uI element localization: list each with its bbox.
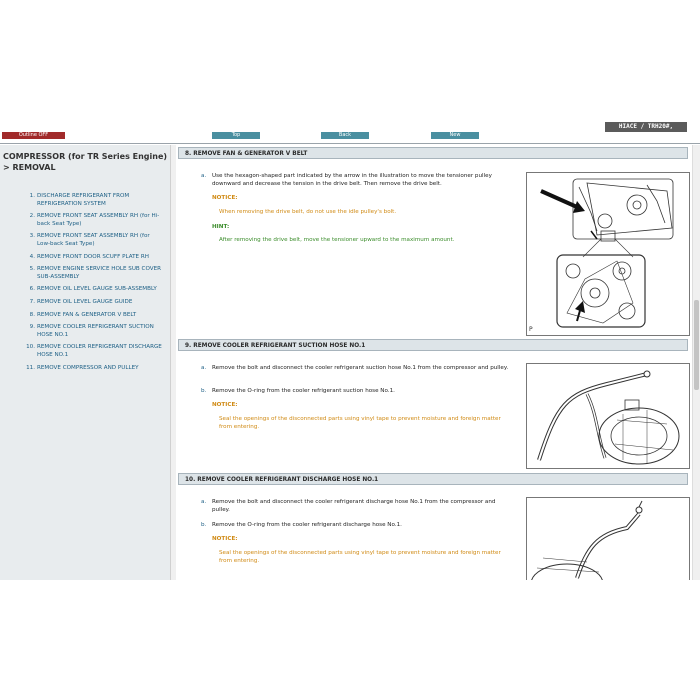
sidebar-item-number: 5. — [29, 266, 35, 273]
section-10-notice-label: NOTICE: — [212, 536, 238, 542]
sidebar-item-number: 8. — [29, 311, 35, 318]
sidebar-item-front-seat-low-back[interactable] — [0, 233, 170, 248]
step-text: Remove the bolt and disconnect the cooler refrigerant suction hose No.1 from the compressor and pulley. — [212, 365, 509, 371]
toolbar-divider — [0, 143, 700, 144]
sidebar-item-number: 6. — [29, 286, 35, 293]
back-button[interactable]: Back — [321, 132, 369, 139]
sidebar-item-number: 9. — [29, 324, 35, 331]
sidebar-item-oil-level-gauge[interactable] — [0, 286, 170, 294]
sidebar-item-label: REMOVE COMPRESSOR AND PULLEY — [37, 364, 139, 371]
sidebar-item-label: REMOVE FAN & GENERATOR V BELT — [37, 311, 137, 318]
content-scrollbar-thumb[interactable] — [694, 300, 699, 390]
step-label: b. — [201, 522, 207, 528]
sidebar-item-label: REMOVE OIL LEVEL GAUGE SUB-ASSEMBLY — [37, 286, 157, 293]
section-9-header: 9. REMOVE COOLER REFRIGERANT SUCTION HOSE NO.1 — [178, 339, 688, 351]
engine-belt-drawing — [527, 173, 689, 335]
step-label: a. — [201, 365, 207, 371]
sidebar-item-door-scuff-plate[interactable] — [0, 254, 170, 262]
section-10-step-a — [201, 499, 512, 514]
step-text: Remove the O-ring from the cooler refrigerant discharge hose No.1. — [212, 522, 402, 528]
illustration-tag: P — [529, 326, 533, 333]
toolbar — [0, 121, 700, 143]
main-content — [176, 145, 692, 580]
section-9-notice-text: Seal the openings of the disconnected parts using vinyl tape to prevent moisture and foreign matter from entering. — [219, 416, 501, 430]
section-10-notice-text: Seal the openings of the disconnected parts using vinyl tape to prevent moisture and foreign matter from entering. — [219, 550, 501, 564]
sidebar-item-number: 2. — [29, 213, 35, 220]
sidebar-item-label: REMOVE COOLER REFRIGERANT DISCHARGE HOSE NO.1 — [37, 344, 162, 358]
section-8-notice-text: When removing the drive belt, do not use the idle pulley's bolt. — [219, 209, 397, 215]
section-9-notice-label: NOTICE: — [212, 402, 238, 408]
outline-off-button[interactable]: Outline OFF — [2, 132, 65, 139]
sidebar — [0, 145, 171, 580]
sidebar-item-oil-level-gauge-guide[interactable] — [0, 299, 170, 307]
sidebar-item-suction-hose[interactable] — [0, 324, 170, 339]
step-label: a. — [201, 499, 207, 505]
section-8-hint-label: HINT: — [212, 224, 230, 230]
section-10-step-b — [201, 522, 512, 530]
step-text: Use the hexagon-shaped part indicated by the arrow in the illustration to move the tensioner pulley downward and decrease the tension in the drive belt. Then remove the drive belt. — [212, 173, 492, 187]
step-text: Remove the bolt and disconnect the cooler refrigerant discharge hose No.1 from the compressor and pulley. — [212, 499, 496, 513]
sidebar-item-number: 4. — [29, 253, 35, 260]
section-8-hint-text: After removing the drive belt, move the tensioner upward to the maximum amount. — [219, 237, 455, 243]
sidebar-item-label: DISCHARGE REFRIGERANT FROM REFRIGERATION SYSTEM — [37, 193, 130, 207]
sidebar-item-number: 11. — [26, 364, 35, 371]
sidebar-item-discharge-refrigerant[interactable] — [0, 193, 170, 208]
sidebar-item-label: REMOVE FRONT DOOR SCUFF PLATE RH — [37, 253, 149, 260]
sidebar-item-label: REMOVE COOLER REFRIGERANT SUCTION HOSE NO.1 — [37, 324, 154, 338]
sidebar-item-number: 10. — [26, 344, 35, 351]
sidebar-item-compressor-pulley[interactable] — [0, 365, 170, 373]
step-label: a. — [201, 173, 207, 179]
section-9-step-b — [201, 388, 520, 396]
sidebar-item-label: REMOVE OIL LEVEL GAUGE GUIDE — [37, 298, 133, 305]
section-9-step-a — [201, 365, 520, 373]
step-label: b. — [201, 388, 207, 394]
sidebar-item-label: REMOVE ENGINE SERVICE HOLE SUB COVER SUB-ASSEMBLY — [37, 266, 162, 280]
sidebar-item-label: REMOVE FRONT SEAT ASSEMBLY RH (for Hi-back Seat Type) — [37, 213, 160, 227]
step-text: Remove the O-ring from the cooler refrigerant suction hose No.1. — [212, 388, 395, 394]
section-8-header: 8. REMOVE FAN & GENERATOR V BELT — [178, 147, 688, 159]
sidebar-title: COMPRESSOR (for TR Series Engine) > REMOVAL — [3, 152, 168, 172]
sidebar-nav-list — [0, 193, 170, 377]
model-tag: HIACE / TRH20#, — [605, 122, 687, 132]
sidebar-item-label: REMOVE FRONT SEAT ASSEMBLY RH (for Low-back Seat Type) — [37, 233, 150, 247]
drive-belt-illustration — [526, 172, 690, 336]
section-8-step-a — [201, 173, 507, 188]
sidebar-item-discharge-hose[interactable] — [0, 344, 170, 359]
suction-hose-drawing — [527, 364, 689, 468]
sidebar-item-number: 3. — [29, 233, 35, 240]
sidebar-item-service-hole-cover[interactable] — [0, 266, 170, 281]
sidebar-item-number: 7. — [29, 298, 35, 305]
discharge-hose-illustration — [526, 497, 690, 580]
sidebar-item-number: 1. — [29, 193, 35, 199]
suction-hose-illustration — [526, 363, 690, 469]
discharge-hose-drawing — [527, 498, 689, 580]
section-8-notice-label: NOTICE: — [212, 195, 238, 201]
sidebar-item-fan-generator-belt[interactable] — [0, 312, 170, 320]
section-10-header: 10. REMOVE COOLER REFRIGERANT DISCHARGE HOSE NO.1 — [178, 473, 688, 485]
sidebar-item-front-seat-hi-back[interactable] — [0, 213, 170, 228]
top-button[interactable]: Top — [212, 132, 260, 139]
new-button[interactable]: New — [431, 132, 479, 139]
